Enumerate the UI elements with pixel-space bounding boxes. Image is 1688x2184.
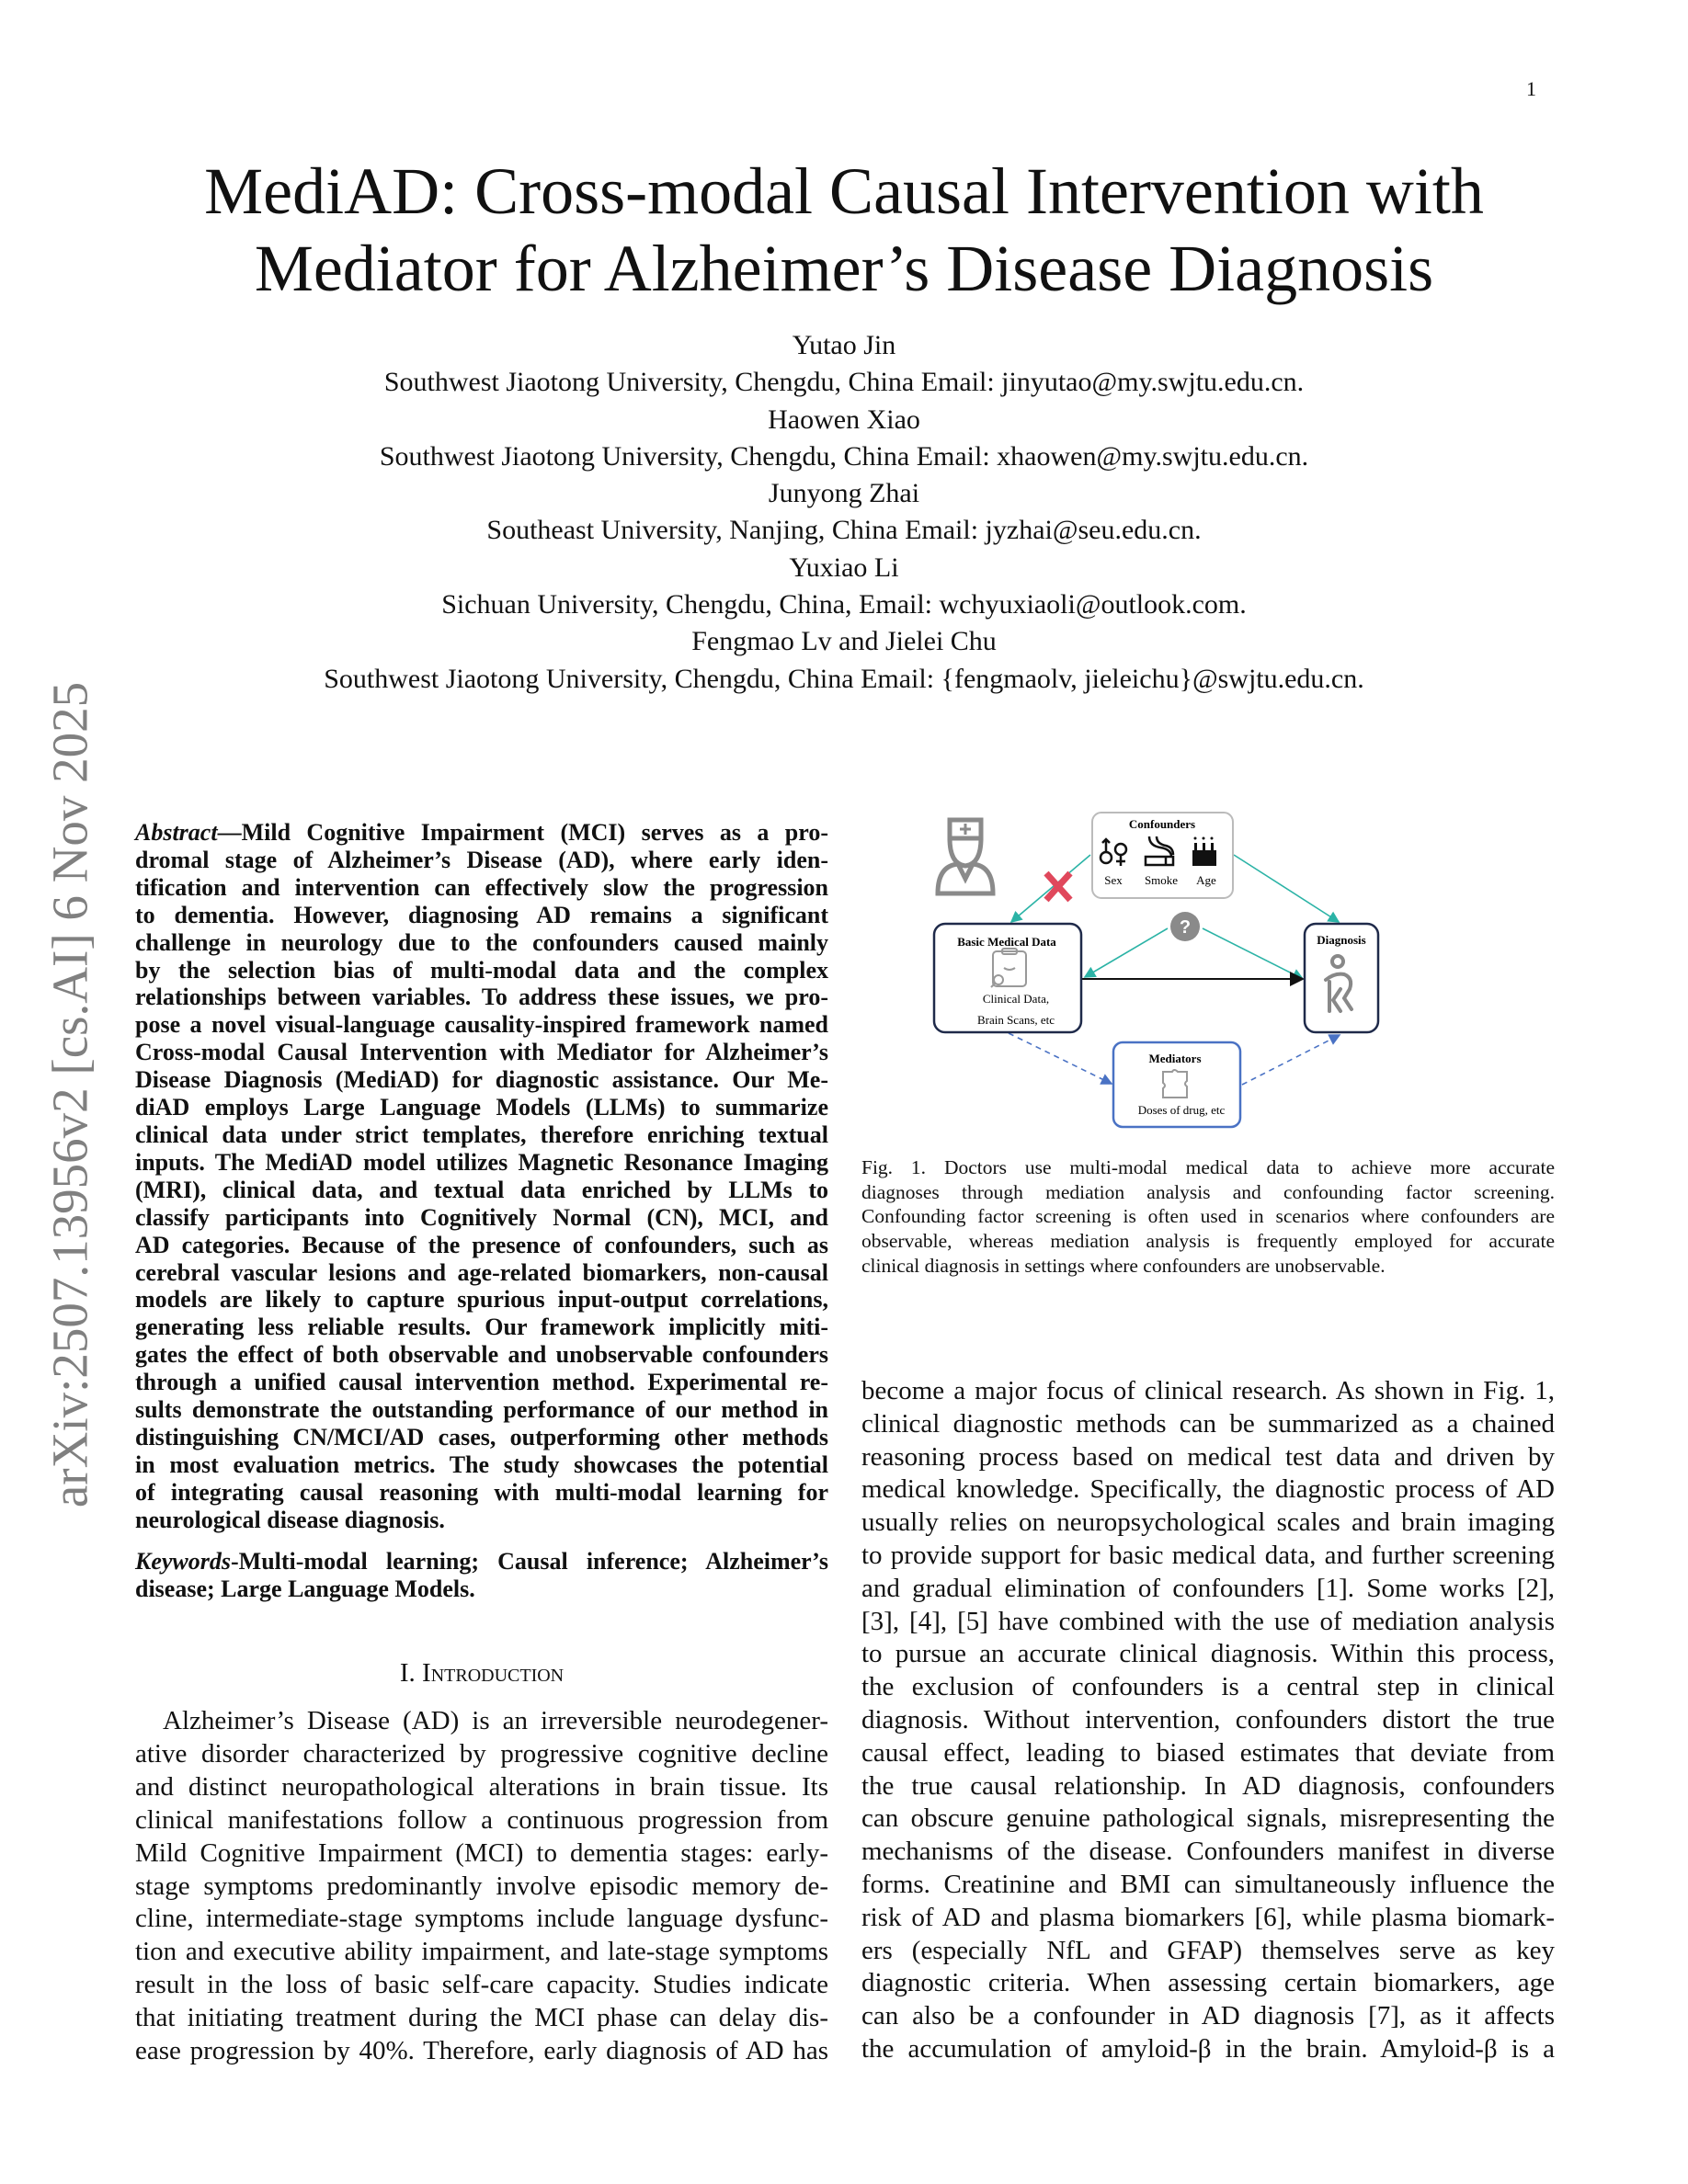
abstract-line: gates the effect of both observable and unobservable confounders <box>135 1341 828 1369</box>
body-text-line: Mild Cognitive Impairment (MCI) to dementia stages: early- <box>135 1837 828 1868</box>
page-number: 1 <box>1526 77 1536 100</box>
abstract-text: —Mild Cognitive Impairment (MCI) serves as a pro- <box>217 819 828 846</box>
abstract-line: through a unified causal intervention method. Experimental re- <box>135 1369 828 1396</box>
abstract-line: by the selection bias of multi-modal data and the complex <box>135 956 828 984</box>
intro-body-right <box>861 1375 1555 2066</box>
body-text-line: can obscure genuine pathological signals, misrepresenting the <box>861 1803 1555 1834</box>
body-text-line: usually relies on neuropsychological scales and brain imaging <box>861 1507 1555 1538</box>
abstract-line: (MRI), clinical data, and textual data enriched by LLMs to <box>135 1176 828 1203</box>
author-name: Yutao Jin <box>792 330 896 360</box>
body-text-line: result in the loss of basic self-care capacity. Studies indicate <box>135 1970 828 2000</box>
abstract-line <box>135 819 828 847</box>
body-text-line: and gradual elimination of confounders [1]. Some works [2], <box>861 1573 1555 1603</box>
keywords <box>135 1548 828 1603</box>
body-text-line: become a major focus of clinical research. As shown in Fig. 1, <box>861 1376 1555 1405</box>
paper-title <box>0 153 1688 307</box>
abstract-line: neurological disease diagnosis. <box>135 1506 445 1533</box>
author-affiliation: Southeast University, Nanjing, China Email: jyzhai@seu.edu.cn. <box>486 515 1202 546</box>
caption-line: diagnoses through mediation analysis and confounding factor screening. <box>861 1180 1555 1203</box>
caption-line: Confounding factor screening is often used in scenarios where confounders are <box>861 1205 1555 1228</box>
abstract-line: sults demonstrate the outstanding performance of our method in <box>135 1396 828 1424</box>
author-block <box>0 327 1688 698</box>
confounder-to-diagnosis-arrow <box>1234 855 1339 922</box>
blocked-x-icon <box>1046 873 1070 900</box>
abstract-line: pose a novel visual-language causality-inspired framework named <box>135 1011 828 1039</box>
body-text-line: can also be a confounder in AD diagnosis [7], as it affects <box>861 2001 1555 2031</box>
data-to-mediator-arrow <box>1009 1033 1112 1084</box>
keywords-line: disease; Large Language Models. <box>135 1575 475 1602</box>
body-text-line: the accumulation of amyloid-β in the brain. Amyloid-β is a <box>861 2033 1555 2064</box>
author-name: Haowen Xiao <box>768 404 920 435</box>
arxiv-identifier: arXiv:2507.13956v2 [cs.AI] 6 Nov 2025 <box>41 681 98 1508</box>
basic-medical-data-text: Clinical Data, <box>982 992 1050 1006</box>
body-text-line: diagnosis. Without intervention, confounders distort the true <box>861 1704 1555 1735</box>
figure-1 <box>919 800 1489 1140</box>
keywords-label: Keywords <box>135 1548 231 1575</box>
keywords-text: -Multi-modal learning; Causal inference; Alzheimer’s <box>231 1548 828 1575</box>
body-text-line: diagnostic criteria. When assessing certain biomarkers, age <box>861 1968 1555 1998</box>
abstract-line: challenge in neurology due to the confounders caused mainly <box>135 928 828 956</box>
title-line: MediAD: Cross-modal Causal Intervention with <box>204 154 1484 228</box>
body-text-line: ative disorder characterized by progressive cognitive decline <box>135 1738 828 1769</box>
body-text-line: clinical manifestations follow a continuous progression from <box>135 1804 828 1835</box>
confounder-label-age: Age <box>1196 873 1216 887</box>
abstract-line: Cross-modal Causal Intervention with Mediator for Alzheimer’s <box>135 1039 828 1066</box>
abstract-line: dromal stage of Alzheimer’s Disease (AD), where early iden- <box>135 846 828 873</box>
basic-medical-data-title: Basic Medical Data <box>957 935 1056 949</box>
mediator-to-diagnosis-arrow <box>1242 1035 1340 1085</box>
unobserved-to-data-arrow <box>1085 928 1168 977</box>
section-heading-introduction: I. Introduction <box>399 1658 565 1688</box>
abstract-line: in most evaluation metrics. The study showcases the potential <box>135 1450 828 1478</box>
body-text-line: tion and executive ability impairment, and late-stage symptoms <box>135 1937 828 1967</box>
caption-line: Fig. 1. Doctors use multi-modal medical data to achieve more accurate <box>861 1156 1555 1178</box>
doctor-icon <box>938 820 993 893</box>
body-text-line: cline, intermediate-stage symptoms include language dysfunc- <box>135 1904 828 1934</box>
abstract-line: of integrating causal reasoning with multi-modal learning for <box>135 1478 828 1506</box>
author-affiliation: Southwest Jiaotong University, Chengdu, China Email: xhaowen@my.swjtu.edu.cn. <box>379 440 1309 472</box>
body-text-line: forms. Creatinine and BMI can simultaneously influence the <box>861 1869 1555 1899</box>
abstract-line: generating less reliable results. Our framework implicitly miti- <box>135 1314 828 1341</box>
figure-caption <box>861 1155 1555 1279</box>
abstract-line: classify participants into Cognitively Normal (CN), MCI, and <box>135 1203 828 1231</box>
abstract-line: cerebral vascular lesions and age-related biomarkers, non-causal <box>135 1258 828 1286</box>
abstract <box>135 819 828 1534</box>
body-text-line: reasoning process based on medical test data and driven by <box>861 1441 1555 1472</box>
author-affiliation: Southwest Jiaotong University, Chengdu, China Email: {fengmaolv, jieleichu}@swjtu.edu.cn. <box>324 663 1364 694</box>
body-text-line: risk of AD and plasma biomarkers [6], while plasma biomark- <box>861 1902 1555 1932</box>
body-text-line: ers (especially NfL and GFAP) themselves serve as key <box>861 1935 1555 1965</box>
abstract-line: to dementia. However, diagnosing AD remains a significant <box>135 901 828 928</box>
abstract-line: relationships between variables. To address these issues, we pro- <box>135 984 828 1011</box>
abstract-line: clinical data under strict templates, therefore enriching textual <box>135 1120 828 1148</box>
body-text-line: medical knowledge. Specifically, the diagnostic process of AD <box>861 1474 1555 1505</box>
mediators-title: Mediators <box>1148 1052 1202 1065</box>
body-text-line: ease progression by 40%. Therefore, early diagnosis of AD has <box>135 2036 828 2066</box>
body-text-line: the exclusion of confounders is a central step in clinical <box>861 1672 1555 1702</box>
intro-body-left <box>135 1705 828 2068</box>
body-text-line: to provide support for basic medical data, and further screening <box>861 1540 1555 1570</box>
abstract-line: models are likely to capture spurious input-output correlations, <box>135 1286 828 1314</box>
author-name: Yuxiao Li <box>789 552 899 583</box>
title-line: Mediator for Alzheimer’s Disease Diagnosis <box>254 232 1434 305</box>
basic-medical-data-text: Brain Scans, etc <box>976 1013 1055 1027</box>
author-name: Fengmao Lv and Jielei Chu <box>691 626 997 657</box>
author-name: Junyong Zhai <box>768 478 920 509</box>
caption-line: observable, whereas mediation analysis is frequently employed for accurate <box>861 1230 1555 1253</box>
unobserved-to-diagnosis-arrow <box>1203 928 1303 979</box>
body-text-line: mechanisms of the disease. Confounders manifest in diverse <box>861 1837 1555 1867</box>
confounder-label-smoke: Smoke <box>1144 873 1179 887</box>
abstract-line: diAD employs Large Language Models (LLMs) to summarize <box>135 1094 828 1121</box>
body-text-line: that initiating treatment during the MCI phase can delay dis- <box>135 2003 828 2033</box>
body-text-line: and distinct neuropathological alterations in brain tissue. Its <box>135 1771 828 1802</box>
abstract-label: Abstract <box>135 819 218 846</box>
body-text-line: [3], [4], [5] have combined with the use of mediation analysis <box>861 1606 1555 1636</box>
causal-diagram <box>919 800 1489 1140</box>
confounder-to-data-arrow <box>1011 855 1090 922</box>
author-affiliation: Sichuan University, Chengdu, China, Email: wchyuxiaoli@outlook.com. <box>441 589 1247 620</box>
abstract-line: tification and intervention can effectively slow the progression <box>135 873 828 901</box>
question-mark: ? <box>1179 917 1192 938</box>
author-affiliation: Southwest Jiaotong University, Chengdu, China Email: jinyutao@my.swjtu.edu.cn. <box>383 367 1305 398</box>
body-text-line: causal effect, leading to biased estimates that deviate from <box>861 1737 1555 1768</box>
body-text-line: the true causal relationship. In AD diagnosis, confounders <box>861 1770 1555 1801</box>
abstract-line: AD categories. Because of the presence of confounders, such as <box>135 1231 828 1258</box>
mediators-text: Doses of drug, etc <box>1137 1103 1226 1117</box>
abstract-line: inputs. The MediAD model utilizes Magnetic Resonance Imaging <box>135 1148 828 1176</box>
body-text-line: Alzheimer’s Disease (AD) is an irreversible neurodegener- <box>163 1706 828 1735</box>
diagnosis-title: Diagnosis <box>1317 933 1366 947</box>
confounder-label-sex: Sex <box>1104 873 1123 887</box>
body-text-line: clinical diagnostic methods can be summarized as a chained <box>861 1408 1555 1439</box>
abstract-line: Disease Diagnosis (MediAD) for diagnostic assistance. Our Me- <box>135 1066 828 1094</box>
confounders-title: Confounders <box>1128 817 1196 831</box>
keywords-line <box>135 1548 828 1575</box>
caption-line: clinical diagnosis in settings where confounders are unobservable. <box>861 1254 1386 1277</box>
body-text-line: to pursue an accurate clinical diagnosis. Within this process, <box>861 1639 1555 1669</box>
body-text-line: stage symptoms predominantly involve episodic memory de- <box>135 1871 828 1901</box>
abstract-line: distinguishing CN/MCI/AD cases, outperforming other methods <box>135 1423 828 1450</box>
